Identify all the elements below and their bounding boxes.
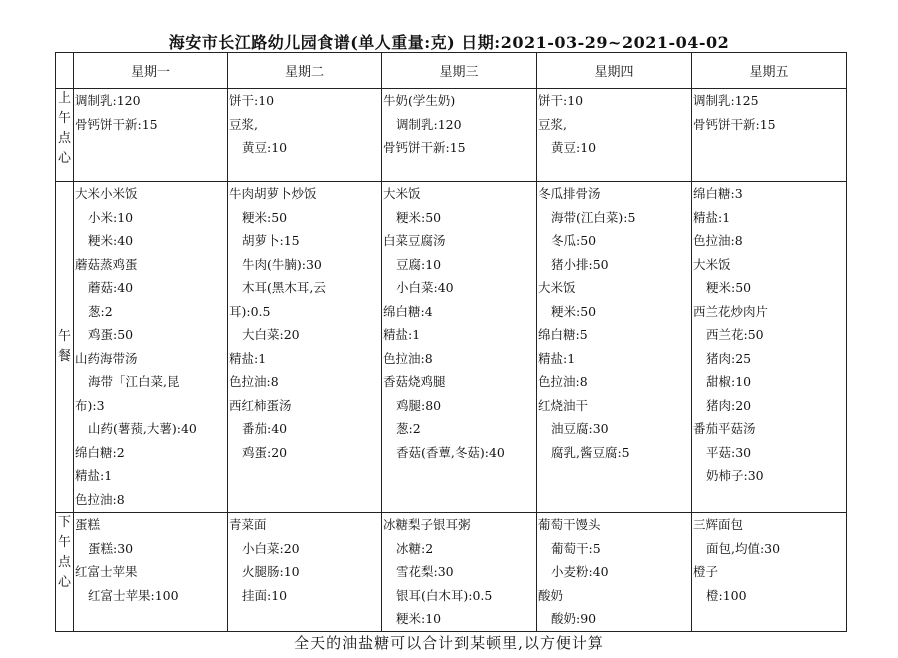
dish-line: 青菜面: [229, 517, 267, 532]
ingredient-line: 橙:100: [706, 587, 747, 603]
ingredient-line: 挂面:10: [242, 587, 288, 603]
ingredient-line: 奶柿子:30: [706, 468, 764, 483]
dish-line: 大米饭: [693, 256, 731, 272]
dish-line: 大米饭: [538, 280, 576, 295]
ingredient-line: 小白菜:40: [396, 280, 454, 295]
dish-line: 精盐:1: [75, 468, 113, 483]
afternoon-snack-row: [56, 513, 847, 632]
dish-line: 色拉油:8: [538, 374, 588, 389]
corner-cell: [56, 53, 74, 89]
menu-cell: [228, 513, 382, 632]
ingredient-line: 番茄:40: [242, 421, 288, 436]
ingredient-line: 海带(江白菜):5: [551, 209, 636, 225]
ingredient-line: 猪小排:50: [551, 256, 609, 272]
ingredient-line: 冬瓜:50: [551, 233, 597, 248]
ingredient-line: 葱:2: [88, 303, 113, 319]
menu-cell: [74, 89, 228, 182]
ingredient-line: 鸡蛋:20: [242, 444, 288, 460]
meal-label: 上 午 点 心: [56, 89, 74, 182]
dish-line: 葡萄干馒头: [538, 517, 601, 532]
day-header: 星期四: [537, 53, 692, 89]
dish-line: 绵白糖:2: [75, 444, 125, 460]
ingredient-line: 大白菜:20: [242, 327, 300, 342]
dish-line: 布):3: [75, 397, 105, 413]
ingredient-line: 粳米:50: [242, 209, 288, 225]
dish-line: 山药海带汤: [75, 350, 138, 366]
ingredient-line: 香菇(香蕈,冬菇):40: [396, 444, 505, 460]
dish-line: 冰糖梨子银耳粥: [383, 517, 471, 532]
day-header: 星期一: [74, 53, 228, 89]
dish-line: 色拉油:8: [75, 491, 125, 507]
dish-line: 色拉油:8: [229, 374, 279, 389]
ingredient-line: 面包,均值:30: [706, 540, 781, 556]
ingredient-line: 油豆腐:30: [551, 421, 609, 436]
menu-cell: [228, 89, 382, 182]
dish-line: 饼干:10: [229, 93, 275, 108]
menu-cell: [692, 182, 847, 513]
ingredient-line: 山药(薯蓣,大薯):40: [88, 421, 197, 436]
ingredient-line: 粳米:50: [396, 209, 442, 225]
ingredient-line: 粳米:10: [396, 611, 442, 626]
ingredient-line: 猪肉:25: [706, 350, 752, 366]
menu-cell: [692, 89, 847, 182]
morning-snack-row: [56, 89, 847, 182]
dish-line: 豆浆,: [229, 116, 258, 132]
ingredient-line: 鸡蛋:50: [88, 327, 134, 342]
dish-line: 蛋糕: [75, 517, 101, 532]
dish-line: 调制乳:125: [693, 93, 759, 108]
menu-cell: [537, 182, 692, 513]
dish-line: 精盐:1: [693, 209, 731, 225]
ingredient-line: 冰糖:2: [396, 540, 434, 556]
dish-line: 绵白糖:3: [693, 186, 743, 201]
ingredient-line: 蘑菇:40: [88, 280, 134, 295]
ingredient-line: 牛肉(牛腩):30: [242, 256, 322, 272]
dish-line: 骨钙饼干新:15: [693, 116, 776, 132]
dish-line: 骨钙饼干新:15: [75, 116, 158, 132]
dish-line: 冬瓜排骨汤: [538, 186, 601, 201]
ingredient-line: 木耳(黑木耳,云: [242, 280, 326, 295]
dish-line: 大米小米饭: [75, 186, 138, 201]
dish-line: 红富士苹果: [75, 564, 138, 579]
dish-line: 白菜豆腐汤: [383, 233, 446, 248]
menu-title: 海安市长江路幼儿园食谱(单人重量:克) 日期:2021-03-29~2021-04-02: [168, 33, 730, 52]
dish-line: 番茄平菇汤: [693, 421, 756, 436]
menu-cell: [382, 513, 537, 632]
ingredient-line: 葱:2: [396, 421, 421, 436]
dish-line: 大米饭: [383, 186, 421, 201]
dish-line: 西兰花炒肉片: [693, 303, 769, 319]
dish-line: 绵白糖:4: [383, 303, 433, 319]
day-header: 星期五: [692, 53, 847, 89]
menu-cell: [228, 182, 382, 513]
ingredient-line: 鸡腿:80: [396, 397, 442, 413]
header-row: [56, 53, 847, 89]
menu-cell: [537, 89, 692, 182]
ingredient-line: 小麦粉:40: [551, 564, 609, 579]
meal-label: 下 午 点 心: [56, 513, 74, 632]
dish-line: 精盐:1: [538, 350, 576, 366]
dish-line: 色拉油:8: [693, 233, 743, 248]
dish-line: 色拉油:8: [383, 350, 433, 366]
ingredient-line: 平菇:30: [706, 444, 752, 460]
menu-cell: [692, 513, 847, 632]
dish-line: 西红柿蛋汤: [229, 397, 292, 413]
dish-line: 橙子: [693, 564, 719, 579]
dish-line: 牛奶(学生奶): [383, 93, 456, 108]
ingredient-line: 调制乳:120: [396, 116, 462, 132]
menu-cell: [382, 89, 537, 182]
ingredient-line: 猪肉:20: [706, 397, 752, 413]
ingredient-line: 粳米:50: [706, 280, 752, 295]
ingredient-line: 小米:10: [88, 209, 134, 225]
ingredient-line: 蛋糕:30: [88, 540, 134, 556]
dish-line: 蘑菇蒸鸡蛋: [75, 256, 138, 272]
ingredient-line: 银耳(白木耳):0.5: [396, 587, 493, 603]
dish-line: 香菇烧鸡腿: [383, 374, 446, 389]
menu-cell: [537, 513, 692, 632]
dish-line: 豆浆,: [538, 116, 567, 132]
dish-line: 饼干:10: [538, 93, 584, 108]
dish-line: 精盐:1: [229, 350, 267, 366]
ingredient-line: 海带「江白菜,昆: [88, 374, 180, 389]
day-header: 星期三: [382, 53, 537, 89]
ingredient-line: 豆腐:10: [396, 256, 442, 272]
dish-line: 骨钙饼干新:15: [383, 140, 466, 155]
dish-line: 红烧油干: [538, 397, 589, 413]
ingredient-line: 黄豆:10: [551, 140, 597, 155]
ingredient-line: 葡萄干:5: [551, 540, 601, 556]
menu-cell: [382, 182, 537, 513]
ingredient-line: 西兰花:50: [706, 327, 764, 342]
dish-line: 精盐:1: [383, 327, 421, 342]
menu-cell: [74, 182, 228, 513]
ingredient-line: 黄豆:10: [242, 140, 288, 155]
menu-cell: [74, 513, 228, 632]
dish-line: 三辉面包: [693, 517, 744, 532]
ingredient-line: 火腿肠:10: [242, 564, 300, 579]
ingredient-line: 雪花梨:30: [396, 564, 454, 579]
ingredient-line: 甜椒:10: [706, 374, 752, 389]
ingredient-line: 腐乳,酱豆腐:5: [551, 444, 630, 460]
dish-line: 耳):0.5: [229, 303, 271, 319]
footer-note: 全天的油盐糖可以合计到某顿里,以方便计算: [294, 634, 604, 652]
dish-line: 绵白糖:5: [538, 327, 588, 342]
ingredient-line: 酸奶:90: [551, 611, 597, 626]
ingredient-line: 粳米:40: [88, 233, 134, 248]
dish-line: 调制乳:120: [75, 93, 141, 108]
meal-label: 午 餐: [56, 182, 74, 513]
ingredient-line: 小白菜:20: [242, 540, 300, 556]
dish-line: 牛肉胡萝卜炒饭: [229, 186, 317, 201]
ingredient-line: 粳米:50: [551, 303, 597, 319]
ingredient-line: 红富士苹果:100: [88, 587, 179, 603]
day-header: 星期二: [228, 53, 382, 89]
weekly-menu-table: [55, 52, 847, 632]
lunch-row: [56, 182, 847, 513]
ingredient-line: 胡萝卜:15: [242, 233, 300, 248]
dish-line: 酸奶: [538, 587, 564, 603]
